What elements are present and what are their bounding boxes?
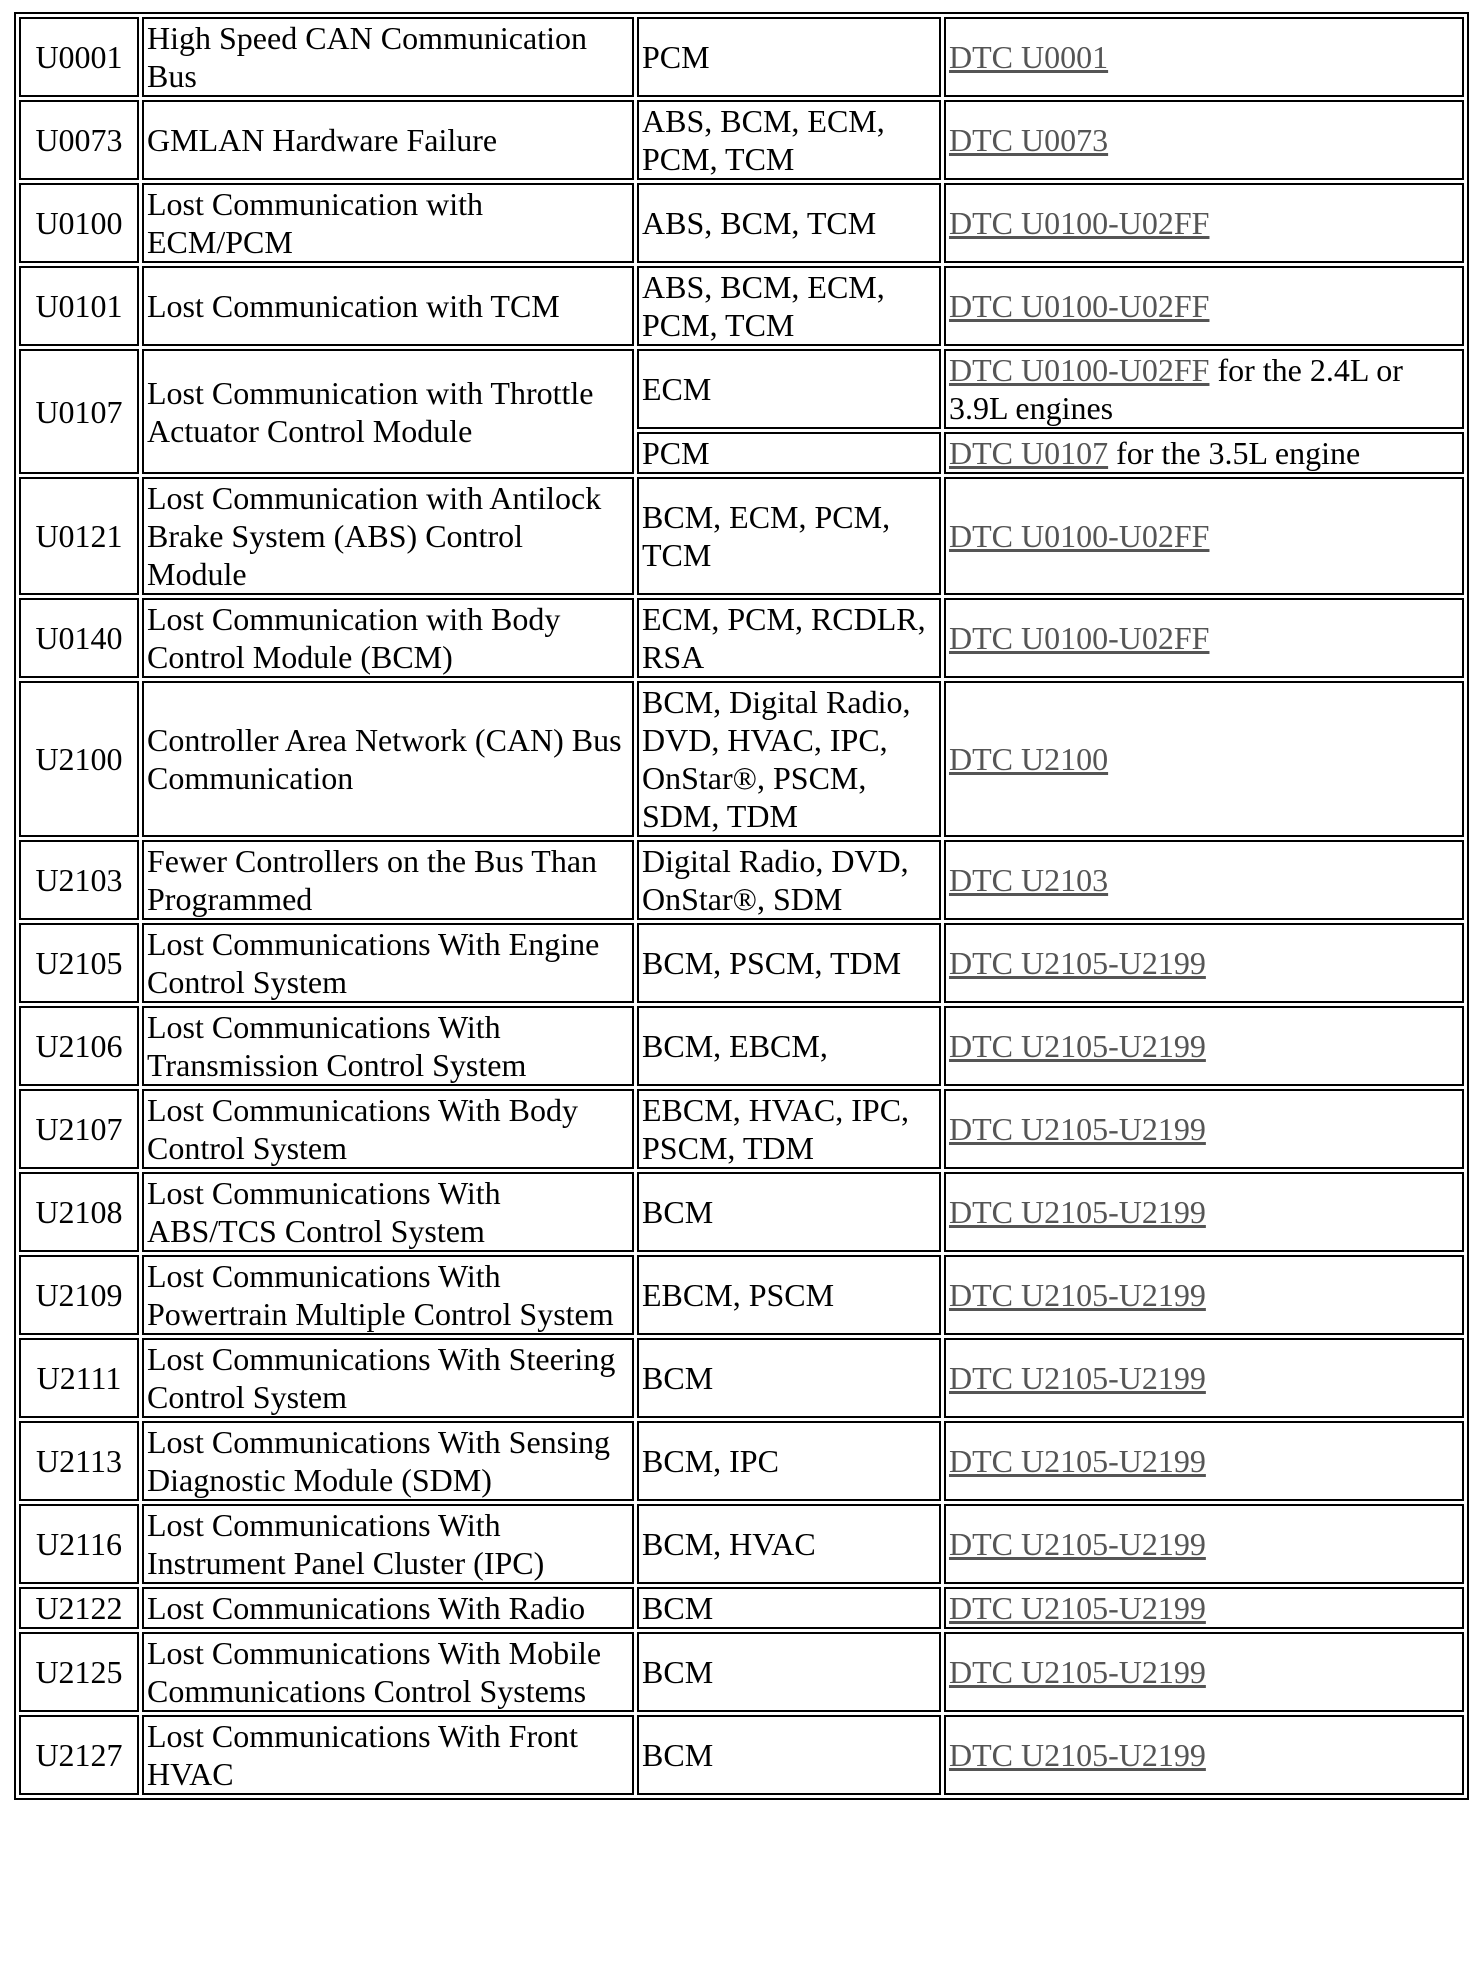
diagnostic-reference-cell [944, 17, 1464, 97]
dtc-procedure-link[interactable]: DTC U2103 [949, 862, 1109, 898]
dtc-description-cell: Lost Communications With Mobile Communications Control Systems [142, 1632, 634, 1712]
setting-modules-cell: BCM, HVAC [637, 1504, 941, 1584]
dtc-description-cell: Lost Communication with Throttle Actuator Control Module [142, 349, 634, 474]
dtc-description-cell: Lost Communications With ABS/TCS Control System [142, 1172, 634, 1252]
dtc-procedure-link[interactable]: DTC U2105-U2199 [949, 1654, 1206, 1690]
diagnostic-reference-cell [944, 681, 1464, 837]
setting-modules-cell: BCM [637, 1632, 941, 1712]
diagnostic-reference-cell [944, 598, 1464, 678]
setting-modules-cell: EBCM, PSCM [637, 1255, 941, 1335]
dtc-procedure-link[interactable]: DTC U2105-U2199 [949, 1194, 1206, 1230]
dtc-description-cell: Lost Communications With Radio [142, 1587, 634, 1629]
setting-modules-cell: BCM, ECM, PCM, TCM [637, 477, 941, 595]
dtc-description-cell: Lost Communications With Powertrain Multiple Control System [142, 1255, 634, 1335]
diagnostic-reference-cell [944, 1587, 1464, 1629]
setting-modules-cell: ECM, PCM, RCDLR, RSA [637, 598, 941, 678]
dtc-table-container [14, 12, 1462, 1800]
dtc-code-cell: U2103 [19, 840, 139, 920]
table-row [19, 1715, 1464, 1795]
dtc-code-cell: U0001 [19, 17, 139, 97]
dtc-description-cell: Lost Communications With Transmission Control System [142, 1006, 634, 1086]
dtc-code-cell: U2116 [19, 1504, 139, 1584]
dtc-code-cell: U0140 [19, 598, 139, 678]
table-row [19, 1255, 1464, 1335]
dtc-description-cell: Controller Area Network (CAN) Bus Communication [142, 681, 634, 837]
dtc-code-cell: U0101 [19, 266, 139, 346]
table-row [19, 1587, 1464, 1629]
diagnostic-reference-cell [944, 349, 1464, 429]
reference-note: for the 3.5L engine [1108, 435, 1361, 471]
dtc-code-cell: U2106 [19, 1006, 139, 1086]
diagnostic-reference-cell [944, 432, 1464, 474]
dtc-procedure-link[interactable]: DTC U0100-U02FF [949, 518, 1210, 554]
setting-modules-cell: EBCM, HVAC, IPC, PSCM, TDM [637, 1089, 941, 1169]
diagnostic-reference-cell [944, 1632, 1464, 1712]
table-row [19, 1006, 1464, 1086]
setting-modules-cell: ABS, BCM, ECM, PCM, TCM [637, 266, 941, 346]
dtc-description-cell: Lost Communications With Sensing Diagnostic Module (SDM) [142, 1421, 634, 1501]
dtc-description-cell: Lost Communication with ECM/PCM [142, 183, 634, 263]
table-row [19, 183, 1464, 263]
table-row [19, 1089, 1464, 1169]
dtc-procedure-link[interactable]: DTC U2105-U2199 [949, 1737, 1206, 1773]
dtc-code-cell: U0073 [19, 100, 139, 180]
table-row [19, 1632, 1464, 1712]
dtc-table-body [19, 17, 1464, 1795]
diagnostic-reference-cell [944, 1255, 1464, 1335]
dtc-procedure-link[interactable]: DTC U0100-U02FF [949, 352, 1210, 388]
setting-modules-cell: BCM, EBCM, [637, 1006, 941, 1086]
diagnostic-reference-cell [944, 1006, 1464, 1086]
table-row [19, 1421, 1464, 1501]
table-row [19, 1172, 1464, 1252]
dtc-description-cell: Fewer Controllers on the Bus Than Programmed [142, 840, 634, 920]
dtc-procedure-link[interactable]: DTC U2105-U2199 [949, 1111, 1206, 1147]
dtc-procedure-link[interactable]: DTC U0100-U02FF [949, 288, 1210, 324]
dtc-procedure-link[interactable]: DTC U0001 [949, 39, 1109, 75]
diagnostic-reference-cell [944, 1338, 1464, 1418]
dtc-procedure-link[interactable]: DTC U0100-U02FF [949, 620, 1210, 656]
dtc-code-cell: U2105 [19, 923, 139, 1003]
setting-modules-cell: Digital Radio, DVD, OnStar®, SDM [637, 840, 941, 920]
dtc-description-cell: Lost Communications With Front HVAC [142, 1715, 634, 1795]
dtc-description-cell: Lost Communication with TCM [142, 266, 634, 346]
diagnostic-reference-cell [944, 840, 1464, 920]
diagnostic-reference-cell [944, 1421, 1464, 1501]
dtc-procedure-link[interactable]: DTC U0107 [949, 435, 1109, 471]
dtc-code-cell: U2127 [19, 1715, 139, 1795]
diagnostic-reference-cell [944, 100, 1464, 180]
table-row [19, 1338, 1464, 1418]
dtc-code-cell: U0100 [19, 183, 139, 263]
dtc-description-cell: Lost Communications With Body Control System [142, 1089, 634, 1169]
table-row [19, 266, 1464, 346]
table-row [19, 100, 1464, 180]
dtc-procedure-link[interactable]: DTC U2105-U2199 [949, 1526, 1206, 1562]
setting-modules-cell: BCM, Digital Radio, DVD, HVAC, IPC, OnStar®, PSCM, SDM, TDM [637, 681, 941, 837]
dtc-code-cell: U2108 [19, 1172, 139, 1252]
dtc-description-cell: Lost Communication with Antilock Brake System (ABS) Control Module [142, 477, 634, 595]
diagnostic-reference-cell [944, 923, 1464, 1003]
setting-modules-cell: BCM [637, 1172, 941, 1252]
reference-note: for the 2.4L or 3.9L engines [949, 352, 1403, 426]
table-row [19, 477, 1464, 595]
setting-modules-cell: PCM [637, 17, 941, 97]
dtc-code-cell: U2113 [19, 1421, 139, 1501]
table-row [19, 923, 1464, 1003]
dtc-table [14, 12, 1469, 1800]
dtc-procedure-link[interactable]: DTC U2100 [949, 741, 1109, 777]
table-row [19, 598, 1464, 678]
dtc-code-cell: U2111 [19, 1338, 139, 1418]
diagnostic-reference-cell [944, 1172, 1464, 1252]
dtc-description-cell: High Speed CAN Communication Bus [142, 17, 634, 97]
diagnostic-reference-cell [944, 1715, 1464, 1795]
dtc-description-cell: Lost Communication with Body Control Module (BCM) [142, 598, 634, 678]
dtc-procedure-link[interactable]: DTC U0100-U02FF [949, 205, 1210, 241]
setting-modules-cell: BCM, PSCM, TDM [637, 923, 941, 1003]
dtc-code-cell: U2109 [19, 1255, 139, 1335]
dtc-procedure-link[interactable]: DTC U2105-U2199 [949, 1028, 1206, 1064]
dtc-procedure-link[interactable]: DTC U2105-U2199 [949, 1360, 1206, 1396]
dtc-code-cell: U2122 [19, 1587, 139, 1629]
dtc-description-cell: Lost Communications With Steering Control System [142, 1338, 634, 1418]
table-row [19, 1504, 1464, 1584]
table-row [19, 17, 1464, 97]
dtc-procedure-link[interactable]: DTC U2105-U2199 [949, 1443, 1206, 1479]
dtc-code-cell: U2107 [19, 1089, 139, 1169]
setting-modules-cell: ABS, BCM, ECM, PCM, TCM [637, 100, 941, 180]
dtc-description-cell: Lost Communications With Instrument Panel Cluster (IPC) [142, 1504, 634, 1584]
dtc-description-cell: GMLAN Hardware Failure [142, 100, 634, 180]
dtc-procedure-link[interactable]: DTC U2105-U2199 [949, 1277, 1206, 1313]
dtc-description-cell: Lost Communications With Engine Control System [142, 923, 634, 1003]
setting-modules-cell: BCM [637, 1587, 941, 1629]
diagnostic-reference-cell [944, 266, 1464, 346]
dtc-code-cell: U0107 [19, 349, 139, 474]
dtc-code-cell: U2125 [19, 1632, 139, 1712]
dtc-procedure-link[interactable]: DTC U2105-U2199 [949, 1590, 1206, 1626]
diagnostic-reference-cell [944, 1089, 1464, 1169]
table-row [19, 349, 1464, 429]
setting-modules-cell: BCM, IPC [637, 1421, 941, 1501]
diagnostic-reference-cell [944, 183, 1464, 263]
setting-modules-cell: PCM [637, 432, 941, 474]
setting-modules-cell: ABS, BCM, TCM [637, 183, 941, 263]
dtc-procedure-link[interactable]: DTC U0073 [949, 122, 1109, 158]
table-row [19, 840, 1464, 920]
setting-modules-cell: BCM [637, 1715, 941, 1795]
dtc-code-cell: U0121 [19, 477, 139, 595]
setting-modules-cell: ECM [637, 349, 941, 429]
setting-modules-cell: BCM [637, 1338, 941, 1418]
table-row [19, 681, 1464, 837]
diagnostic-reference-cell [944, 1504, 1464, 1584]
dtc-procedure-link[interactable]: DTC U2105-U2199 [949, 945, 1206, 981]
dtc-code-cell: U2100 [19, 681, 139, 837]
diagnostic-reference-cell [944, 477, 1464, 595]
